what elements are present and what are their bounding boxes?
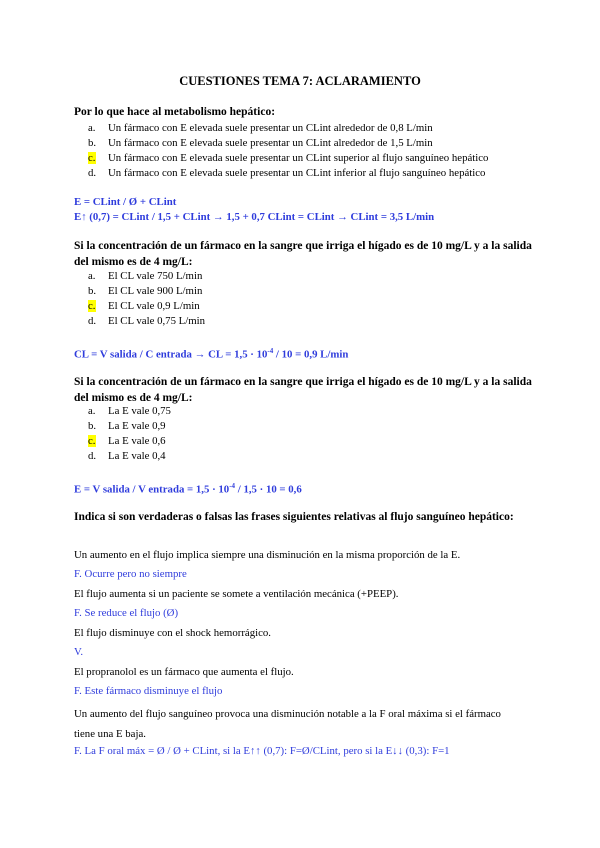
q2-option-a: a. El CL vale 750 L/min xyxy=(88,270,203,282)
q2-option-d: d. El CL vale 0,75 L/min xyxy=(88,315,206,327)
q1-option-c: c. Un fármaco con E elevada suele presentar un CLint superior al flujo sanguíneo hepático xyxy=(88,152,489,164)
q3-option-c: c. La E vale 0,6 xyxy=(88,435,166,447)
page-title: CUESTIONES TEMA 7: ACLARAMIENTO xyxy=(179,74,421,88)
q1-solution-line-2: E↑ (0,7) = CLint / 1,5 + CLint → 1,5 + 0,7 CLint = CLint → CLint = 3,5 L/min xyxy=(74,211,435,223)
q4-answer-2: F. Se reduce el flujo (Ø) xyxy=(74,607,179,619)
q1-option-d: d. Un fármaco con E elevada suele presentar un CLint inferior al flujo sanguíneo hepático xyxy=(88,167,486,179)
q4-answer-5: F. La F oral máx = Ø / Ø + CLint, si la E↑↑ (0,7): F=Ø/CLint, pero si la E↓↓ (0,3): F=1 xyxy=(74,745,450,757)
q4-statement-1: Un aumento en el flujo implica siempre una disminución en la misma proporción de la E. xyxy=(74,549,461,561)
q2-solution: CL = V salida / C entrada → CL = $1,5 \cdot 10^{-4} / 10 = 0,9$ L/min xyxy=(74,347,349,361)
q4-answer-4: F. Este fármaco disminuye el flujo xyxy=(74,685,223,697)
q4-statement-5: Un aumento del flujo sanguíneo provoca una disminución notable a la F oral máxima si el fármaco tiene una E baja. xyxy=(74,708,501,740)
question-2: Si la concentración de un fármaco en la sangre que irriga el hígado es de 10 mg/L y a la salida del mismo es de 4 mg/L: xyxy=(74,240,532,268)
q4-statement-2: El flujo aumenta si un paciente se somete a ventilación mecánica (+PEEP). xyxy=(74,588,399,600)
q1-option-a: a. Un fármaco con E elevada suele presentar un CLint alrededor de 0,8 L/min xyxy=(88,122,433,134)
question-1: Por lo que hace al metabolismo hepático: xyxy=(74,106,276,118)
q4-answer-1: F. Ocurre pero no siempre xyxy=(74,568,187,580)
question-4: Indica si son verdaderas o falsas las frases siguientes relativas al flujo sanguíneo hepático: xyxy=(74,511,514,523)
q3-option-d: d. La E vale 0,4 xyxy=(88,450,166,462)
q3-option-a: a. La E vale 0,75 xyxy=(88,405,171,417)
q4-statement-4: El propranolol es un fármaco que aumenta el flujo. xyxy=(74,666,294,678)
question-3: Si la concentración de un fármaco en la sangre que irriga el hígado es de 10 mg/L y a la salida del mismo es de 4 mg/L: xyxy=(74,376,532,404)
q1-option-b: b. Un fármaco con E elevada suele presentar un CLint alrededor de 1,5 L/min xyxy=(88,137,433,149)
q3-option-b: b. La E vale 0,9 xyxy=(88,420,166,432)
q1-solution-line-1: E = CLint / Ø + CLint xyxy=(74,196,177,208)
q2-option-b: b. El CL vale 900 L/min xyxy=(88,285,203,297)
q4-answer-3: V. xyxy=(74,646,84,658)
q2-option-c: c. El CL vale 0,9 L/min xyxy=(88,300,200,312)
q3-solution: E = V salida / V entrada = $1,5 \cdot 10^{-4} / 1,5 \cdot 10 = 0,6$ xyxy=(74,482,302,496)
q4-statement-3: El flujo disminuye con el shock hemorrágico. xyxy=(74,627,271,639)
